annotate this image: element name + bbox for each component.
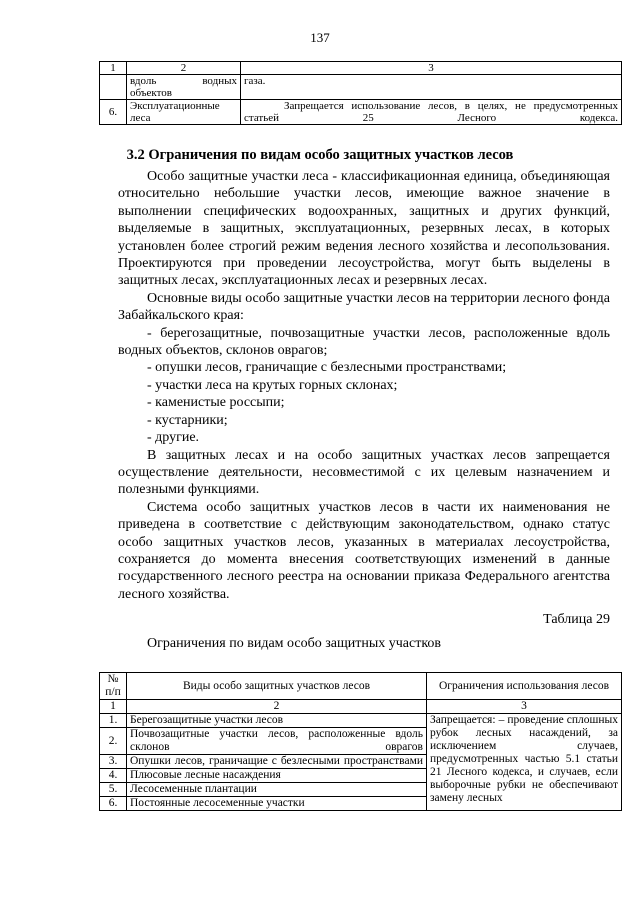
header-number: № п/п [100, 673, 127, 700]
row-name: Лесосеменные плантации [127, 783, 427, 797]
restrictions-table [99, 672, 622, 811]
row-number: 3. [100, 755, 127, 769]
paragraph: Система особо защитных участков лесов в части их наименования не приведена в соответствие с действующим законодательством, однако статус особо защитных участков лесов, указанных в материалах лесоустройства, сохраняется до момента внесения соответствующих изменений в данные государственного лесного реестра на основании приказа Федерального агентства лесного хозяйства. [118, 499, 610, 602]
list-item: - участки леса на крутых горных склонах; [147, 377, 398, 393]
row-name: вдоль водных объектов [127, 75, 241, 100]
column-number: 1 [100, 700, 127, 714]
list-item: - опушки лесов, граничащие с безлесными пространствами; [147, 360, 507, 376]
row-number: 6. [100, 100, 127, 125]
row-text: газа. [241, 75, 622, 100]
list-item: - каменистые россыпи; [147, 395, 285, 411]
table-header-row [100, 62, 622, 75]
list-item: - кустарники; [147, 412, 228, 428]
continuation-table [99, 61, 622, 125]
row-number: 6. [100, 797, 127, 811]
table-caption: Ограничения по видам особо защитных участков [147, 635, 442, 651]
restriction-text: Запрещается: – проведение сплошных рубок лесных насаждений, за исключением случаев, предусмотренных частью 5.1 статьи 21 Лесного кодекса, и случаев, если выборочные рубки не обеспечивают замену лесных [427, 714, 622, 811]
column-number: 2 [127, 700, 427, 714]
table-numbers-row [100, 700, 622, 714]
table-header-row [100, 673, 622, 700]
row-name: Почвозащитные участки лесов, расположенные вдоль склонов оврагов [127, 728, 427, 755]
header-restrictions: Ограничения использования лесов [427, 673, 622, 700]
table-label: Таблица 29 [543, 612, 610, 628]
body-text [118, 168, 610, 652]
row-text: Запрещается использование лесов, в целях, не предусмотренных статьей 25 Лесного кодекса. [241, 100, 622, 125]
column-number: 3 [427, 700, 622, 714]
row-name: Эксплуатационные леса [127, 100, 241, 125]
header-cell: 1 [100, 62, 127, 75]
header-kinds: Виды особо защитных участков лесов [127, 673, 427, 700]
page-number: 137 [310, 30, 330, 45]
paragraph: Основные виды особо защитные участки лесов на территории лесного фонда Забайкальского края: [118, 290, 610, 324]
paragraph: В защитных лесах и на особо защитных участках лесов запрещается осуществление деятельности, несовместимой с их целевым назначением и полезными функциями. [118, 447, 610, 498]
row-number: 4. [100, 769, 127, 783]
section-title: 3.2 Ограничения по видам особо защитных участков лесов [126, 147, 514, 163]
header-cell: 3 [241, 62, 622, 75]
paragraph: Особо защитные участки леса - классификационная единица, объединяющая относительно небольшие участки лесов, имеющие важное значение в выполнении специфических водоохранных, защитных и других функций, выделяемые в защитных, эксплуатационных, резервных лесах, в которых установлен более строгий режим ведения лесного хозяйства и лесопользования. Проектируются при проведении лесоустройства, могут быть выделены в защитных лесах, эксплуатационных лесах и резервных лесах. [118, 169, 610, 289]
row-name: Постоянные лесосеменные участки [127, 797, 427, 811]
table-row [100, 75, 622, 100]
row-name: Опушки лесов, граничащие с безлесными пространствами [127, 755, 427, 769]
list-item: - другие. [147, 430, 200, 446]
list-item: - берегозащитные, почвозащитные участки лесов, расположенные вдоль водных объектов, склонов оврагов; [118, 325, 610, 359]
row-number: 2. [100, 728, 127, 755]
row-number: 5. [100, 783, 127, 797]
row-name: Плюсовые лесные насаждения [127, 769, 427, 783]
header-cell: 2 [127, 62, 241, 75]
row-number: 1. [100, 714, 127, 728]
table-row [100, 100, 622, 125]
row-number [100, 75, 127, 100]
table-row [100, 714, 622, 728]
row-name: Берегозащитные участки лесов [127, 714, 427, 728]
